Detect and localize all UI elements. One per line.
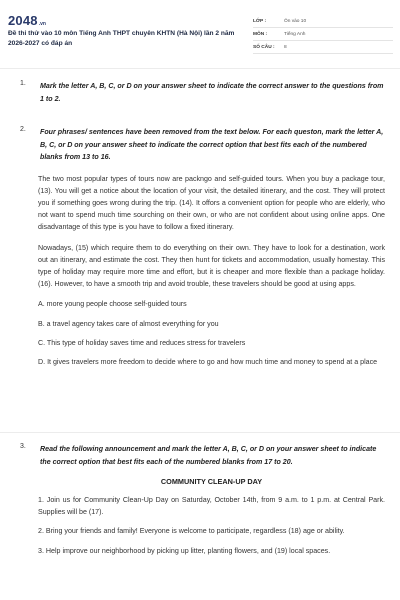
meta-label: SỐ CÂU : [253,44,275,50]
logo-text: 2048 [8,13,38,28]
announcement-item: 2. Bring your friends and family! Everyone is welcome to participate, regardless (18) age or ability. [38,527,345,536]
question-instruction: Four phrases/ sentences have been removed from the text below. For each queston, mark the letter A, B, C, or D on your answer sheet to indicate the correct option that best fits each of the numbered blanks from 13 to 16. [40,128,384,161]
header-divider [0,68,400,69]
meta-row-class [253,16,393,28]
answer-option-d[interactable]: D. It gives travelers more freedom to decide where to go and how much time and money to spend at a place [38,357,378,366]
meta-label: LỚP : [253,18,267,24]
answer-option-a[interactable]: A. more young people choose self-guided tours [38,300,187,309]
question-1 [20,80,385,105]
announcement-item: 1. Join us for Community Clean-Up Day on Saturday, October 14th, from 9 a.m. to 1 p.m. at Central Park. Supplies will be (17). [38,496,385,517]
meta-row-count [253,42,393,54]
question-2 [20,126,385,368]
passage-paragraph: Nowadays, (15) which require them to do everything on their own. They have to look for a destination, work out an itinerary, and estimate the cost. They then hunt for tickets and accommodation, usually homestay. This type of holiday may require more time and effort, but it is cheaper and more flexible than a package holiday. (16). However, to have a smooth trip and avoid trouble, these travelers should be good at using apps. [38,243,385,289]
question-number: 3. [20,443,26,450]
answer-option-b[interactable]: B. a travel agency takes care of almost everything for you [38,319,219,328]
exam-meta [253,16,393,55]
meta-row-subject [253,29,393,41]
question-3 [20,443,385,557]
page-header [0,0,400,58]
passage-paragraph: The two most popular types of tours now are packngo and self-guided tours. When you buy a package tour, (13). You will get a notice about the location of your visit, the detailed itinerary, and the cost. They will protect you if something goes wrong during the trip. (14). It offors a convenient option for people who are elderly, who not want to spend much time sourching on their own, or who are not confident about using online apps. One disadvantage of this type is you have to follow a fixed itinerary. [38,174,385,232]
question-instruction: Mark the letter A, B, C, or D on your answer sheet to indicate the correct answer to the questions from 1 to 2. [40,82,384,103]
question-divider [0,432,400,433]
question-number: 1. [20,80,26,87]
announcement-title: COMMUNITY CLEAN-UP DAY [160,477,263,486]
question-instruction: Read the following announcement and mark the letter A, B, C, or D on your answer sheet to indicate the correct option that best fits each of the numbered blanks from 17 to 20. [40,445,377,466]
meta-value: Ôn vào 10 [284,18,307,24]
exam-title: Đề thi thử vào 10 môn Tiếng Anh THPT chuyên KHTN (Hà Nội) lần 2 năm 2026-2027 có đáp án [8,30,235,47]
question-number: 2. [20,126,26,133]
logo-suffix: .vn [38,21,46,27]
meta-label: MÔN : [253,31,268,37]
site-logo[interactable] [8,13,46,28]
meta-value: Tiếng Anh [284,31,306,37]
answer-option-c[interactable]: C. This type of holiday saves time and reduces stress for travelers [38,338,246,347]
meta-value: 8 [284,44,287,50]
announcement-item: 3. Help improve our neighborhood by picking up litter, planting flowers, and (19) local spaces. [38,546,331,555]
